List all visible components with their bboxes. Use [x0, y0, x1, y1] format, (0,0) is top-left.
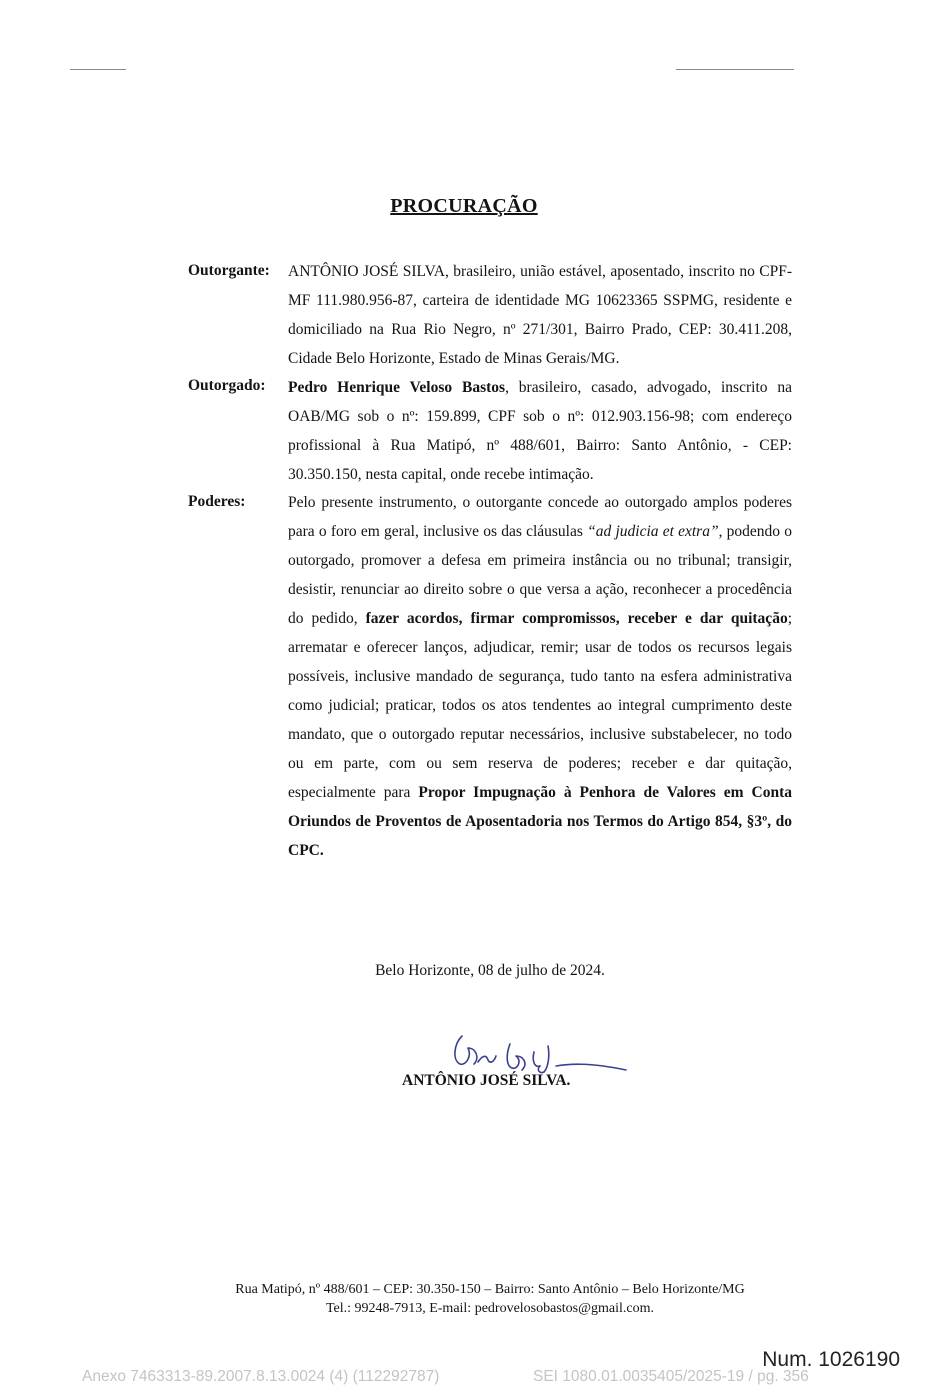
- document-number: Num. 1026190: [762, 1348, 900, 1371]
- poderes-part-5: ; arrematar e oferecer lanços, adjudicar, remir; usar de todos os recursos legais possíveis, inclusive mandado de segurança, tudo tanto na esfera administrativa como judicial; praticar, todos os atos tendentes ao integral cumprimento deste mandato, que o outorgado reputar necessários, inclusive substabelecer, no todo ou em parte, com ou sem reserva de poderes; receber e dar quitação, especialmente para: [288, 610, 792, 801]
- outorgante-body: ANTÔNIO JOSÉ SILVA, brasileiro, união estável, aposentado, inscrito no CPF-MF 111.980.956-87, carteira de identidade MG 10623365 SSPMG, residente e domiciliado na Rua Rio Negro, nº 271/301, Bairro Prado, CEP: 30.411.208, Cidade Belo Horizonte, Estado de Minas Gerais/MG.: [288, 263, 792, 367]
- poderes-bold-1: fazer acordos, firmar compromissos, receber e dar quitação: [365, 610, 788, 627]
- poderes-part-1: Pelo presente instrumento, o outorgante concede ao outorgado amplos poderes para o foro em geral, inclusive os das cláusulas: [288, 494, 792, 540]
- document-title: PROCURAÇÃO: [390, 195, 538, 217]
- outorgado-body: , brasileiro, casado, advogado, inscrito na OAB/MG sob o nº: 159.899, CPF sob o nº: 012.903.156-98; com endereço profissional à Rua Matipó, nº 488/601, Bairro: Santo Antônio, - CEP: 30.350.150, nesta capital, onde recebe intimação.: [288, 379, 792, 483]
- footer-address: Rua Matipó, nº 488/601 – CEP: 30.350-150 – Bairro: Santo Antônio – Belo Horizonte/MG: [235, 1282, 745, 1297]
- footer-contact: Tel.: 99248-7913, E-mail: pedrovelosobastos@gmail.com.: [325, 1301, 655, 1316]
- date-line: Belo Horizonte, 08 de julho de 2024.: [375, 962, 605, 979]
- sei-reference: SEI 1080.01.0035405/2025-19 / pg. 356: [533, 1368, 809, 1385]
- top-rule-right: [676, 69, 794, 70]
- top-rule-left: [70, 69, 126, 70]
- poderes-part-3: , podendo o outorgado, promover a defesa em primeira instância ou no tribunal; transigir, desistir, renunciar ao direito sobre o que versa a ação, reconhecer a procedência do pedido,: [288, 523, 792, 627]
- annex-reference: Anexo 7463313-89.2007.8.13.0024 (4) (112292787): [82, 1368, 440, 1385]
- outorgado-label: Outorgado:: [188, 377, 266, 394]
- outorgado-text: [288, 373, 792, 489]
- signer-name: ANTÔNIO JOSÉ SILVA.: [402, 1072, 571, 1089]
- outorgado-name: Pedro Henrique Veloso Bastos: [288, 379, 506, 396]
- poderes-text: [288, 488, 792, 865]
- outorgante-label: Outorgante:: [188, 262, 270, 279]
- outorgante-text: [288, 257, 792, 373]
- poderes-label: Poderes:: [188, 493, 246, 510]
- poderes-bold-2: Propor Impugnação à Penhora de Valores em Conta Oriundos de Proventos de Aposentadoria nos Termos do Artigo 854, §3º, do CPC.: [288, 784, 792, 859]
- poderes-clause-italic: “ad judicia et extra”: [587, 523, 719, 540]
